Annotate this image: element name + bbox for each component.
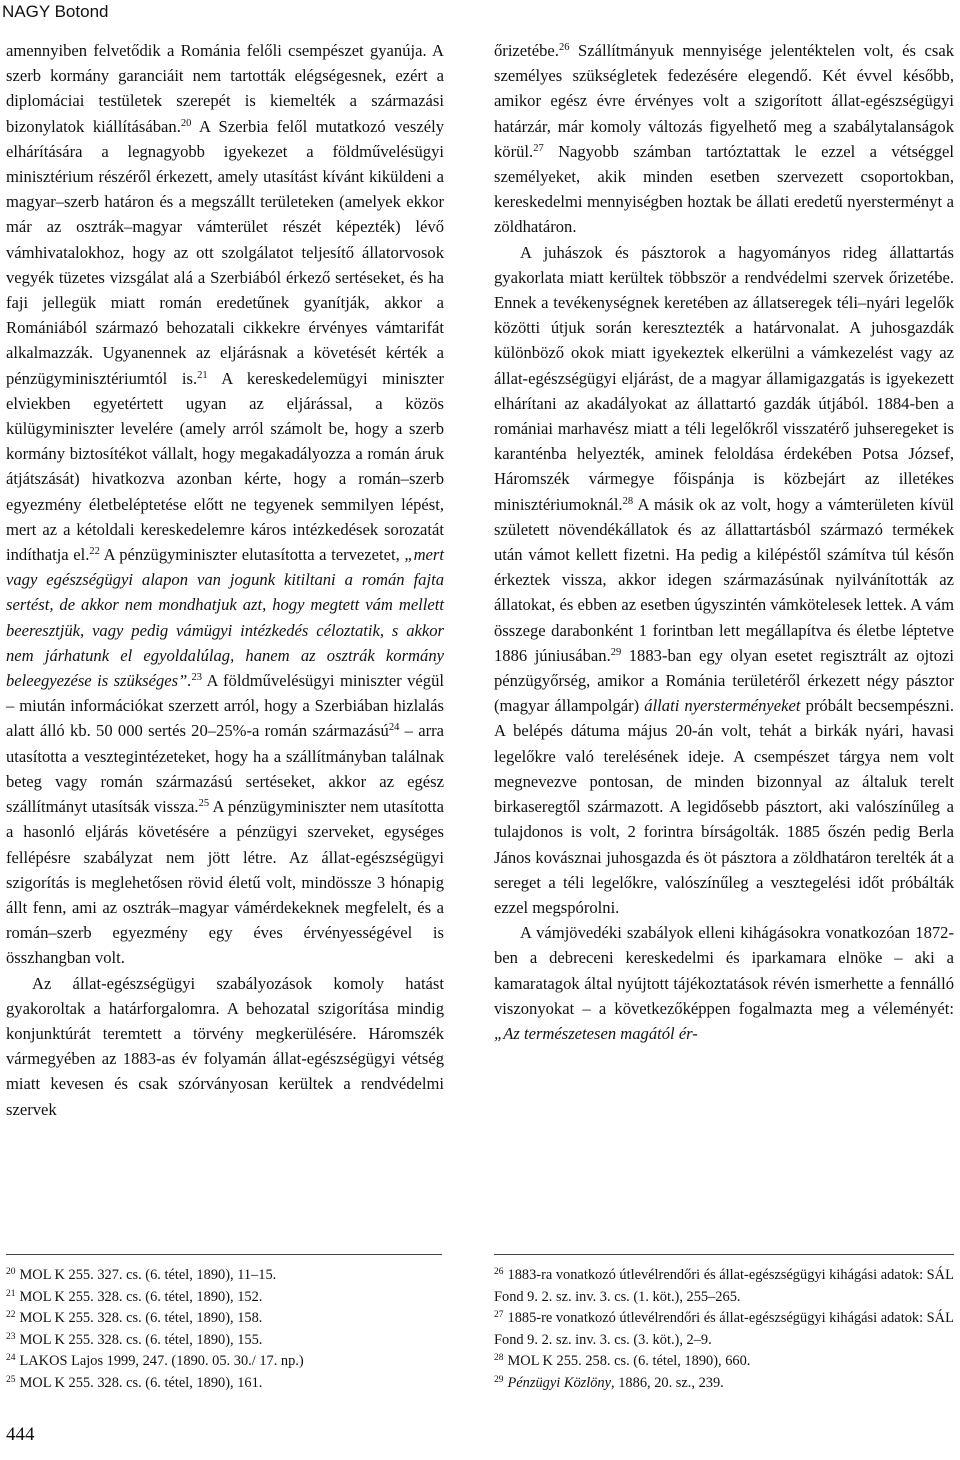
left-column (6, 38, 444, 1122)
footnote-21 (6, 1287, 436, 1309)
text-span: őrizetébe. (494, 41, 559, 60)
footnote-text: MOL K 255. 328. cs. (6. tétel, 1890), 155. (19, 1331, 263, 1348)
text-span: Nagyobb számban tartóztattak le ezzel a vétséggel személyeket, akik minden esetben szervezett csoportokban, kereskedelmi mennyiségben hoztak be állati eredetű nyersterményt a zöldhatáron. (494, 141, 954, 237)
footnote-number: 20 (6, 1267, 16, 1277)
right-paragraph-2 (494, 240, 954, 920)
text-span: A földművelésügyi miniszter végül – miután információkat szerzett arról, hogy a Szerbiában hizlalás alatt álló kb. 50 000 sertés 20–25%-a román származású (6, 671, 445, 741)
footnote-text: MOL K 255. 328. cs. (6. tétel, 1890), 161. (19, 1374, 263, 1391)
text-span: – arra utasította a vesztegintézeteket, hogy ha a szállítmányban találnak beteg vagy román származású sertéseket, akkor az egész szállítmányt utasítsák vissza. (6, 721, 444, 817)
text-span: A pénzügyminiszter nem utasította a hasonló eljárás követésére a pénzügyi szerveket, egységes fellépésre szabályzat nem jött létre. Az állat-egészségügyi szigorítás is meglehetősen rövid életű volt, mindössze 3 hónapig állt fenn, ami az osztrák–magyar vámérdekeknek megfelelt, és a román–szerb egyezmény egy éves érvényességével is összhangban volt. (6, 797, 444, 968)
footnote-number: 24 (6, 1353, 16, 1363)
footnote-italic-title: Pénzügyi Közlöny (507, 1374, 612, 1391)
quotation: „Az természetesen magától ér- (494, 1023, 698, 1043)
footnote-25 (6, 1373, 436, 1395)
footnote-number: 23 (6, 1331, 16, 1342)
footnote-ref-21[interactable]: 21 (197, 369, 208, 381)
footnote-text: , 1886, 20. sz., 239. (611, 1374, 724, 1391)
text-span: A másik ok az volt, hogy a vámterületen kívül született növendékállatok és az állattartásból származó termékek után vámot kellett fizetni. Ha pedig a kilépéstől számítva túl későn érkeztek vissza, akkor idegen származásúnak nyilvánították az állatokat, és ebben az esetben úgyszintén vámkötelesek lettek. A vám összege darabonként 1 forintban lett megállapítva és életbe léptetve 1886 júniusában. (494, 494, 954, 665)
footnote-28 (494, 1351, 954, 1373)
footnote-23 (6, 1330, 436, 1352)
footnote-text: 1885-re vonatkozó útlevélrendőri és állat-egészségügyi kihágási adatok: SÁL Fond 9. 2. sz. inv. 3. cs. (3. köt.), 2–9. (494, 1310, 954, 1348)
footnote-number: 29 (494, 1374, 504, 1385)
footnotes-right (494, 1265, 954, 1394)
text-span: Szállítmányuk mennyisége jelentéktelen volt, és csak személyes szükségletek fedezésére elegendő. Két évvel később, amikor egész évre érvényes volt a szigorított állat-egészségügyi határzár, már komoly változás figyelhető meg a szabálytalanságok körül. (494, 41, 954, 161)
footnote-ref-22[interactable]: 22 (89, 546, 100, 558)
left-paragraph-1 (6, 38, 444, 971)
footnote-text: LAKOS Lajos 1999, 247. (1890. 05. 30./ 17. np.) (19, 1353, 304, 1369)
footnote-text: MOL K 255. 328. cs. (6. tétel, 1890), 152. (19, 1288, 263, 1305)
footnote-ref-24[interactable]: 24 (388, 722, 400, 734)
text-span: A Szerbia felől mutatkozó veszély elhárítására a legnagyobb igyekezet a földművelésügyi minisztérium részéről érkezett, amely utasítást kívánt kiküldeni a magyar–szerb határon és a megszállt területeken (amelyek ekkor már az osztrák–magyar vámterület részét képezték) lévő vámhivatalokhoz, hogy az ott szolgálatot teljesítő állatorvosok vegyék tüzetes vizsgálat alá a Szerbiából érkező sertéseket, és ha faji jellegük miatt román eredetűnek gyanítják, akkor a Romániából származó behozatali cikkekre érvényes vámtarifát alkalmazzák. Ugyanennek az eljárásnak a követését kérték a pénzügyminisztériumtól is. (6, 116, 444, 388)
quotation: „mert vagy egészségügyi alapon van jogunk kitiltani a román fajta sertést, de akkor nem mondhatjuk azt, hogy megtett vám mellett beeresztjük, vagy pedig vámügyi intézkedés céloztatik, s akkor nem járhatunk el egyoldalúlag, hanem az osztrák kormány beleegyezése is szükséges”. (6, 545, 444, 691)
text-span: próbált becsempészni. A belépés dátuma május 20-án volt, tehát a birkák nyári, havasi legelőkre való terelésének ideje. A csempészet tárgya nem volt megnevezve pontosan, de minden bizonnyal az általuk terelt birkaseregtől származott. A legidősebb pásztort, aki valószínűleg a tulajdonos is volt, 2 forintra bírságolták. 1885 őszén pedig Berla János kovásznai juhosgazda és öt pásztora a zöldhatáron terelték át a sereget a téli legelőkre, valószínűleg a vesztegelési időt próbálták ezzel megspórolni. (494, 696, 954, 917)
footnote-number: 21 (6, 1288, 16, 1299)
footnote-ref-28[interactable]: 28 (622, 495, 634, 507)
footnote-number: 22 (6, 1310, 16, 1320)
right-paragraph-3 (494, 920, 954, 1046)
footnote-number: 25 (6, 1374, 16, 1385)
footnote-26 (494, 1265, 954, 1308)
footnotes-left (6, 1265, 436, 1394)
footnote-27 (494, 1308, 954, 1351)
text-span: A pénzügyminiszter elutasította a tervezetet, (99, 545, 405, 565)
right-column (494, 38, 954, 1046)
text-span: A kereskedelemügyi miniszter elviekben egyetértett ugyan az eljárással, a közös külügyminiszter levelére (amely arról számolt be, hogy a szerb kormány biztosítékot vállalt, hogy megakadályozza a román áruk átjátszását) hivatkozva azonban kérte, hogy a román–szerb egyezmény életbeléptetése előtt ne tegyenek semmilyen lépést, mert az a kétoldali kereskedelemre káros intézkedések sorozatát indíthatja el. (6, 368, 444, 565)
footnote-number: 26 (494, 1267, 504, 1277)
footnote-divider-left (6, 1254, 442, 1255)
footnote-number: 27 (494, 1310, 504, 1320)
italic-term: állati nyersterményeket (644, 696, 801, 716)
footnote-20 (6, 1265, 436, 1287)
footnote-text: MOL K 255. 328. cs. (6. tétel, 1890), 158. (19, 1310, 263, 1326)
footnote-number: 28 (494, 1353, 504, 1363)
text-span: A vámjövedéki szabályok elleni kihágásokra vonatkozóan 1872-ben a debreceni kereskedelmi és iparkamara elnöke – aki a kamaratagok által nyújtott tájékoztatások révén ismerhette a fennálló viszonyokat – a következőképpen fogalmazta meg a véleményét: (494, 923, 954, 1018)
footnote-ref-23[interactable]: 23 (191, 672, 202, 684)
right-paragraph-1 (494, 38, 954, 240)
text-span: 1883-ban egy olyan esetet regisztrált az ojtozi pénzügyőrség, amikor a Románia területéről érkezett négy pásztor (magyar állampolgár) (494, 645, 954, 716)
running-title: NAGY Botond (0, 0, 116, 24)
footnote-ref-20[interactable]: 20 (180, 117, 192, 129)
footnote-text: MOL K 255. 327. cs. (6. tétel, 1890), 11–15. (19, 1267, 277, 1283)
footnote-text: 1883-ra vonatkozó útlevélrendőri és állat-egészségügyi kihágási adatok: SÁL Fond 9. 2. sz. inv. 3. cs. (1. köt.), 255–265. (494, 1267, 954, 1305)
footnote-text: MOL K 255. 258. cs. (6. tétel, 1890), 660. (507, 1353, 751, 1369)
text-span: amennyiben felvetődik a Románia felőli csempészet gyanúja. A szerb kormány garanciáit nem tartották elégségesnek, ezért a diplomáciai testületek szerepét is kiemelték a származási bizonylatok kiállításában. (6, 41, 444, 136)
footnote-ref-26[interactable]: 26 (558, 42, 570, 53)
footnote-24 (6, 1351, 436, 1373)
running-header (0, 0, 960, 24)
footnote-ref-29[interactable]: 29 (610, 646, 622, 658)
footnote-ref-25[interactable]: 25 (198, 798, 210, 810)
footnote-ref-27[interactable]: 27 (533, 142, 544, 154)
footnote-29 (494, 1373, 954, 1395)
left-paragraph-2: Az állat-egészségügyi szabályozások komoly hatást gyakoroltak a határforgalomra. A behozatal szigorítása mindig konjunktúrát teremtett a törvény megkerülésére. Háromszék vármegyében az 1883-as év folyamán állat-egészségügyi vétség miatt kevesen és csak szórványosan kerültek a rendvédelmi szervek (6, 973, 444, 1119)
page-number: 444 (6, 1424, 35, 1445)
footnote-22 (6, 1308, 436, 1330)
text-span: A juhászok és pásztorok a hagyományos rideg állattartás gyakorlata miatt kerültek többször a rendvédelmi szervek őrizetébe. Ennek a tevékenységnek keretében az állatseregek téli–nyári legelők közötti útjuk során keresztezték a határvonalat. A juhosgazdák különböző okok miatt igyekeztek elkerülni a vámkezelést vagy az állat-egészségügyi eljárást, de a magyar államigazgatás is igyekezett elhárítani az akadályokat az állattartó gazdák útjából. 1884-ben a romániai marhavész miatt a téli legelőkről visszatérő juhseregeket is karanténba helyezték, aminek feloldása érdekében Potsa József, Háromszék vármegye főispánja is közbejárt az illetékes minisztériumoknál. (494, 242, 954, 514)
footnote-divider-right (494, 1254, 954, 1255)
